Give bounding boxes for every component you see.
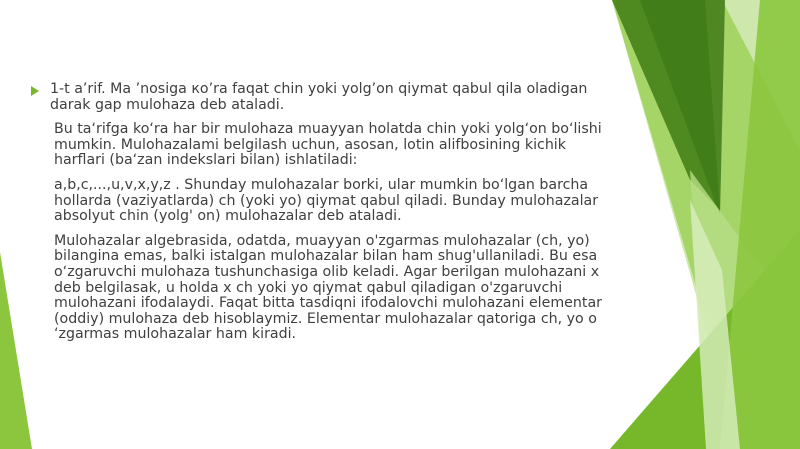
paragraph-variable xyxy=(50,234,602,343)
paragraph-text: Mulohazalar algebrasida, odatda, muayyan o'zgarmas mulohazalar (ch, yo) bilangina emas, balki istalgan mulohazalar bilan ham shug'ullaniladi. Bu esa o‘zgaruvchi mulohaza tushunchasiga olib keladi. Agar berilgan mulohazani x deb belgilasak, u holda x ch yoki yo qiymat qabul qiladigan o'zgaruvchi mulohazani ifodalaydi. Faqat bitta tasdiqni ifodalovchi mulohazani elementar (oddiy) mulohaza deb hisoblaymiz. Elementar mulohazalar qatoriga ch, yo o ‘zgarmas mulohazalar ham kiradi. xyxy=(54,232,602,343)
paragraph-explanation xyxy=(50,122,602,169)
paragraph-text: a,b,c,...,u,v,x,y,z . Shunday mulohazalar borki, ular mumkin bo‘lgan barcha hollarda (vaziyatlarda) ch (yoki yo) qiymat qabul qiladi. Bunday mulohazalar absolyut chin (yolg' on) mulohazalar deb ataladi. xyxy=(54,176,599,225)
left-green-strip xyxy=(0,252,32,449)
paragraph-text: 1-t a’rif. Ma ’nosiga кo’ra faqat chin yoki yolg’on qiymat qabul qila oladigan darak gap mulohaza deb ataladi. xyxy=(50,81,588,113)
paragraph-absolute-true xyxy=(50,178,602,225)
paragraph-text: Bu ta‘rifga ko‘ra har bir mulohaza muayyan holatda chin yoki yolg‘on bo‘lishi mumkin. Mulohazalami belgilash uchun, asosan, lotin alifbosining kichik harflari (ba‘zan indekslari bilan) ishlatiladi: xyxy=(54,121,602,169)
slide-body xyxy=(50,82,602,352)
paragraph-definition xyxy=(28,82,602,113)
triangle-right-icon xyxy=(31,86,39,96)
